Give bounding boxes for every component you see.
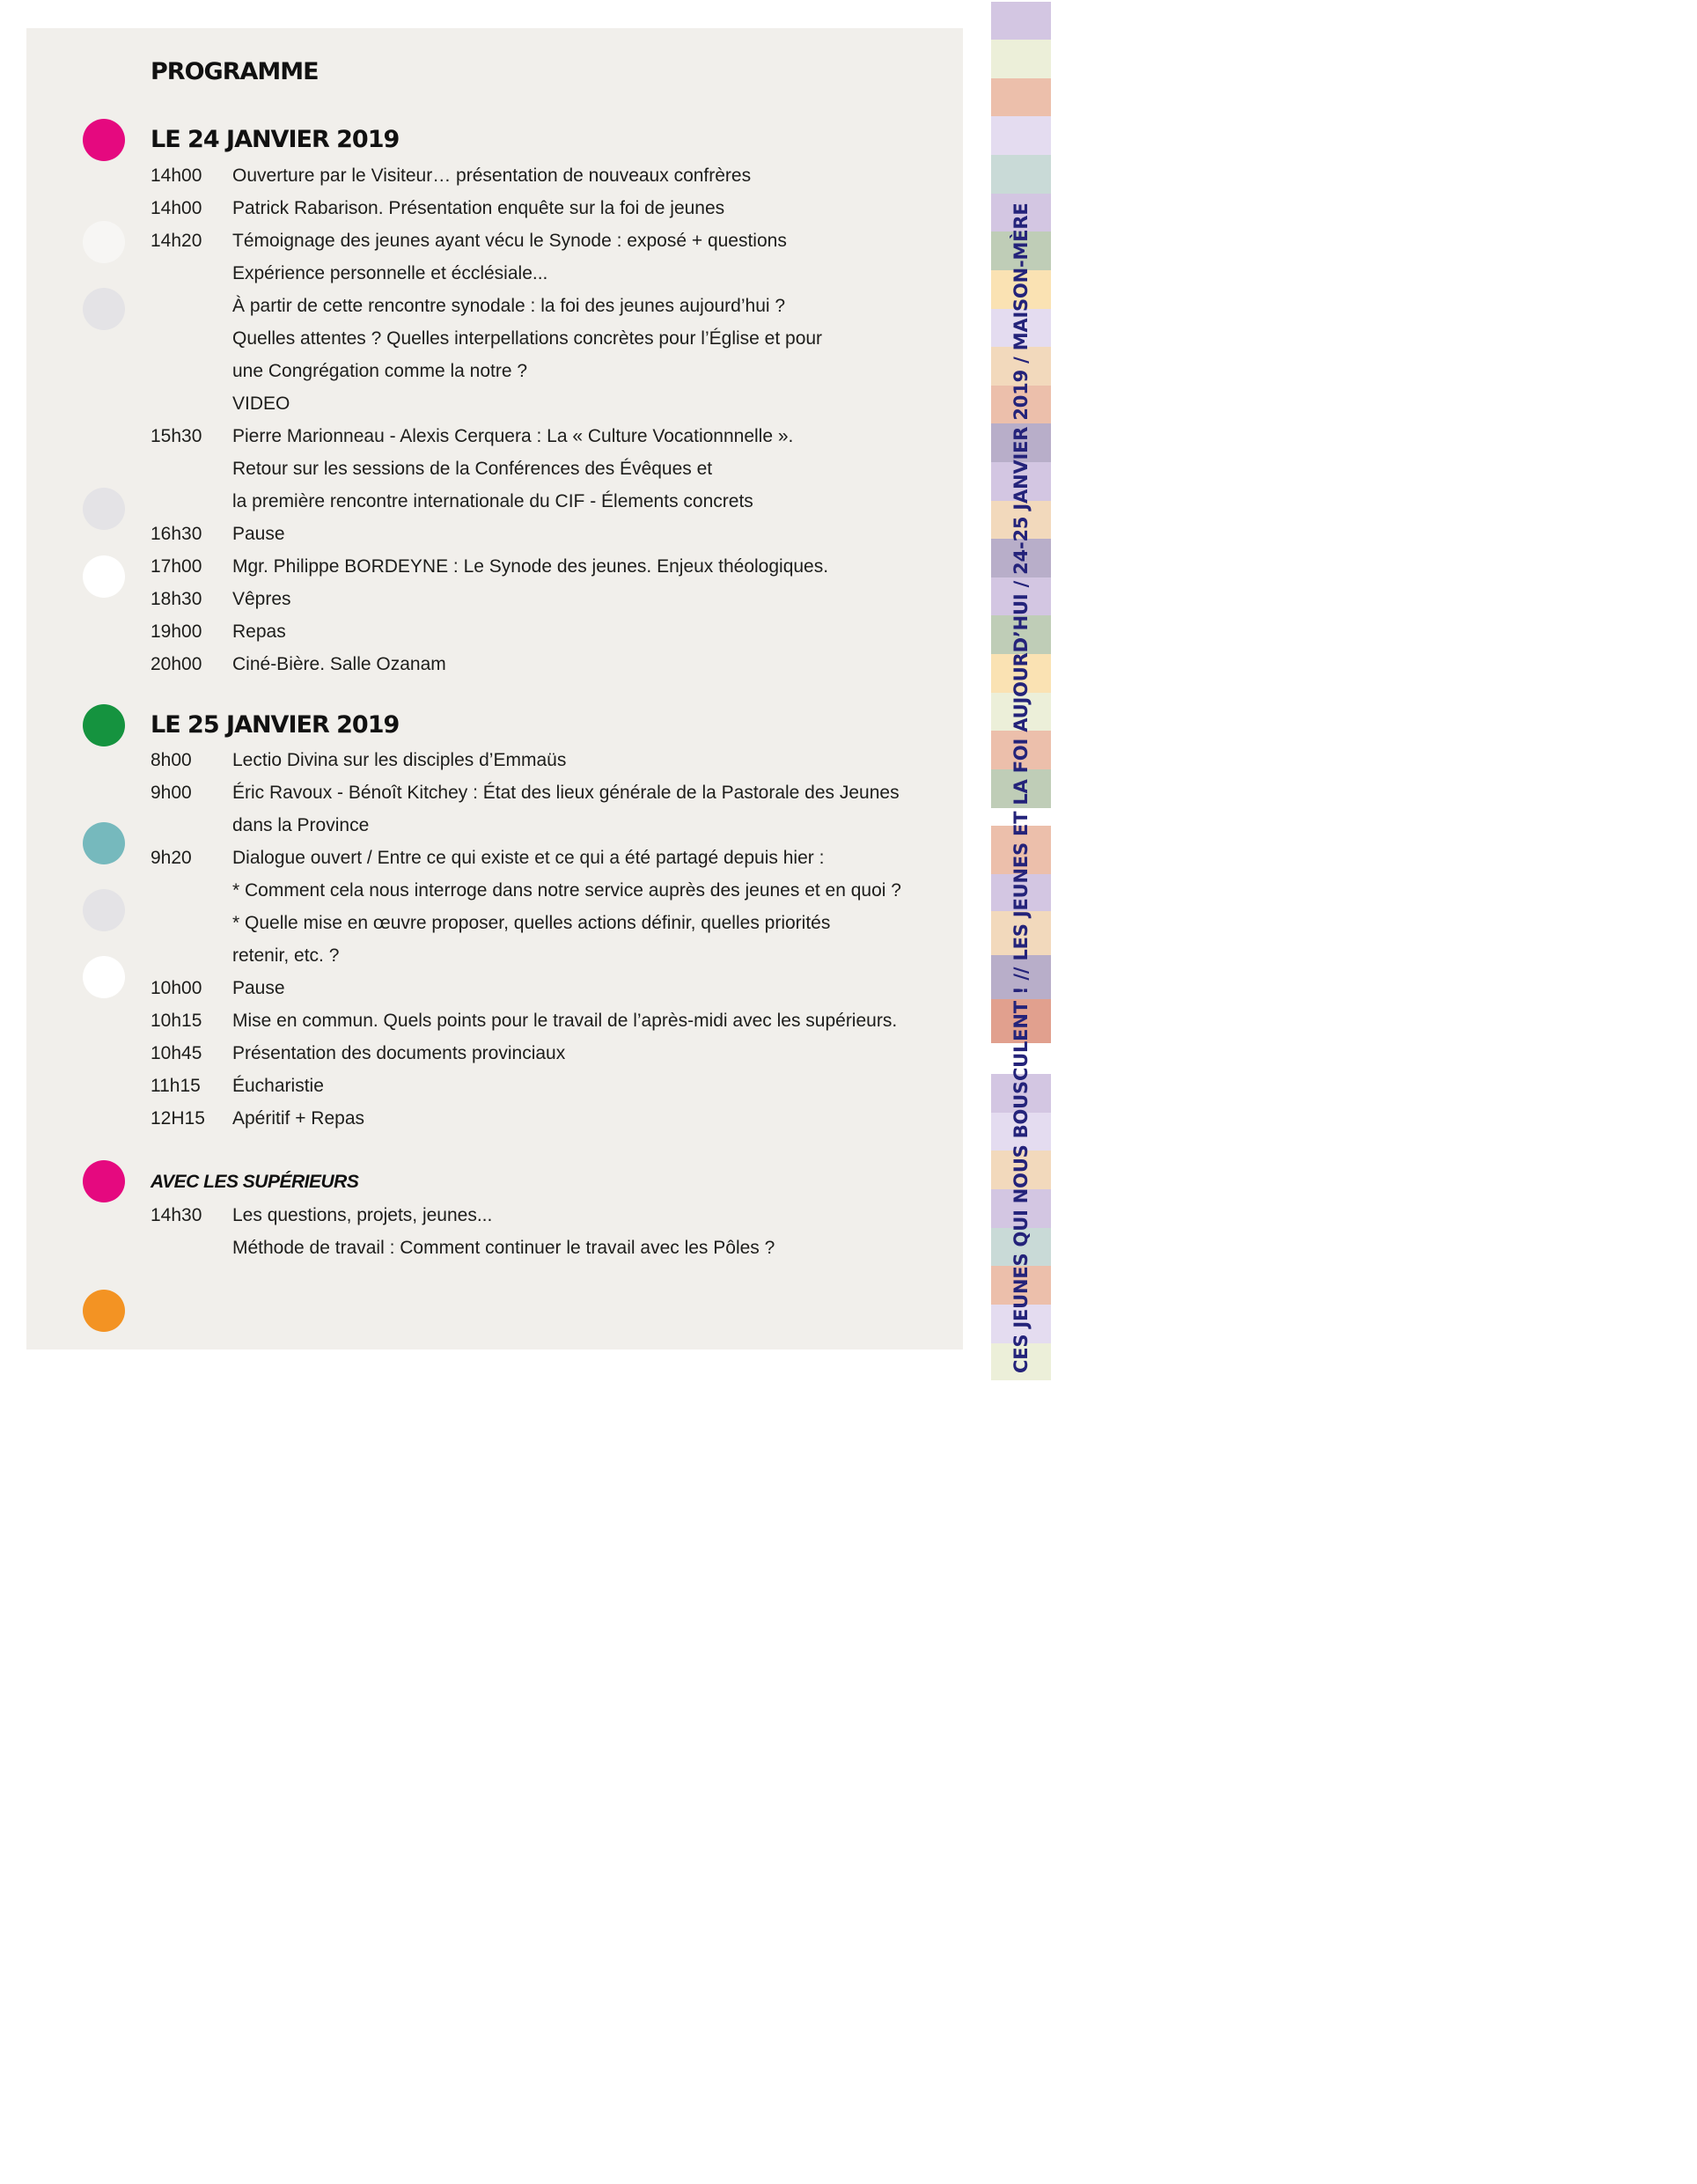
schedule-text: Éric Ravoux - Bénoît Kitchey : État des lieux générale de la Pastorale des Jeunes	[232, 782, 900, 803]
schedule-row	[151, 355, 943, 387]
schedule-time: 14h20	[151, 230, 202, 251]
schedule-row	[151, 809, 943, 842]
schedule-text: dans la Province	[232, 814, 370, 835]
schedule-row	[151, 874, 943, 907]
schedule-time: 10h00	[151, 977, 202, 998]
schedule-time: 8h00	[151, 749, 192, 770]
schedule-time: 14h30	[151, 1204, 202, 1225]
schedule-text: Pause	[232, 977, 285, 998]
day1-schedule	[151, 159, 943, 680]
schedule-row	[151, 1037, 943, 1070]
schedule-time: 16h30	[151, 523, 202, 544]
schedule-text: Ciné-Bière. Salle Ozanam	[232, 653, 446, 674]
schedule-text: Lectio Divina sur les disciples d’Emmaüs	[232, 749, 567, 770]
schedule-row	[151, 1070, 943, 1102]
schedule-time: 14h00	[151, 197, 202, 218]
schedule-time: 10h15	[151, 1010, 202, 1031]
dot-magenta-2	[83, 1160, 125, 1202]
schedule-row	[151, 192, 943, 224]
schedule-row	[151, 1102, 943, 1135]
dot-green	[83, 704, 125, 746]
schedule-text: Ouverture par le Visiteur… présentation de nouveaux confrères	[232, 165, 752, 186]
schedule-row	[151, 485, 943, 518]
schedule-row	[151, 518, 943, 550]
schedule-time: 18h30	[151, 588, 202, 609]
schedule-text: Pause	[232, 523, 285, 544]
schedule-time: 19h00	[151, 621, 202, 642]
schedule-row	[151, 452, 943, 485]
stripe	[991, 155, 1051, 194]
schedule-row	[151, 907, 943, 939]
schedule-time: 10h45	[151, 1042, 202, 1063]
schedule-text: Dialogue ouvert / Entre ce qui existe et ce qui a été partagé depuis hier :	[232, 847, 825, 868]
dot-white-1	[83, 555, 125, 598]
schedule-text: Retour sur les sessions de la Conférences des Évêques et	[232, 458, 713, 479]
side-banner-text: CES JEUNES QUI NOUS BOUSCULENT ! // LES JEUNES ET LA FOI AUJOURD’HUI / 24-25 JANVIER 2019 / MAISON-MÈRE	[1010, 202, 1032, 1373]
schedule-time: 14h00	[151, 165, 202, 186]
schedule-text: Repas	[232, 621, 286, 642]
schedule-time: 20h00	[151, 653, 202, 674]
schedule-text: Pierre Marionneau - Alexis Cerquera : La « Culture Vocationnnelle ».	[232, 425, 794, 446]
schedule-row	[151, 615, 943, 648]
schedule-text: Mgr. Philippe BORDEYNE : Le Synode des jeunes. Enjeux théologiques.	[232, 555, 829, 577]
schedule-row	[151, 257, 943, 290]
schedule-text: Les questions, projets, jeunes...	[232, 1204, 493, 1225]
schedule-time: 11h15	[151, 1075, 201, 1096]
programme-title: PROGRAMME	[151, 58, 319, 85]
schedule-row	[151, 648, 943, 680]
schedule-time: 12H15	[151, 1107, 205, 1129]
schedule-text: retenir, etc. ?	[232, 945, 340, 966]
schedule-time: 9h20	[151, 847, 192, 868]
schedule-row	[151, 420, 943, 452]
schedule-text: * Quelle mise en œuvre proposer, quelles actions définir, quelles priorités	[232, 912, 831, 933]
day2-schedule	[151, 744, 943, 1135]
schedule-time: 15h30	[151, 425, 202, 446]
day2-title: LE 25 JANVIER 2019	[151, 711, 400, 739]
stripe	[991, 40, 1051, 78]
superiors-title: AVEC LES SUPÉRIEURS	[151, 1172, 359, 1192]
schedule-row	[151, 1199, 943, 1232]
schedule-text: la première rencontre internationale du CIF - Élements concrets	[232, 490, 753, 511]
schedule-text: Éucharistie	[232, 1075, 324, 1096]
schedule-text: Présentation des documents provinciaux	[232, 1042, 566, 1063]
dot-offwhite-1	[83, 221, 125, 263]
schedule-row	[151, 1004, 943, 1037]
schedule-row	[151, 322, 943, 355]
schedule-row	[151, 842, 943, 874]
schedule-text: Patrick Rabarison. Présentation enquête sur la foi de jeunes	[232, 197, 725, 218]
schedule-row	[151, 744, 943, 776]
dot-teal	[83, 822, 125, 864]
dot-white-2	[83, 956, 125, 998]
superiors-schedule	[151, 1199, 943, 1264]
schedule-text: Mise en commun. Quels points pour le travail de l’après-midi avec les supérieurs.	[232, 1010, 898, 1031]
dot-orange	[83, 1290, 125, 1332]
dot-magenta-1	[83, 119, 125, 161]
stripe	[991, 116, 1051, 155]
schedule-text: À partir de cette rencontre synodale : la foi des jeunes aujourd’hui ?	[232, 295, 786, 316]
schedule-text: une Congrégation comme la notre ?	[232, 360, 528, 381]
schedule-text: Méthode de travail : Comment continuer le travail avec les Pôles ?	[232, 1237, 775, 1258]
schedule-row	[151, 939, 943, 972]
schedule-row	[151, 159, 943, 192]
stripe	[991, 78, 1051, 116]
schedule-text: Expérience personnelle et écclésiale...	[232, 262, 548, 283]
schedule-text: * Comment cela nous interroge dans notre service auprès des jeunes et en quoi ?	[232, 879, 901, 901]
dot-grey-3	[83, 889, 125, 931]
schedule-text: VIDEO	[232, 393, 290, 414]
schedule-text: Témoignage des jeunes ayant vécu le Synode : exposé + questions	[232, 230, 787, 251]
schedule-time: 17h00	[151, 555, 202, 577]
stripe	[991, 2, 1051, 40]
schedule-text: Vêpres	[232, 588, 291, 609]
schedule-row	[151, 972, 943, 1004]
schedule-row	[151, 550, 943, 583]
schedule-row	[151, 776, 943, 809]
schedule-text: Quelles attentes ? Quelles interpellations concrètes pour l’Église et pour	[232, 327, 823, 349]
schedule-row	[151, 290, 943, 322]
dot-grey-1	[83, 288, 125, 330]
schedule-row	[151, 224, 943, 257]
schedule-text: Apéritif + Repas	[232, 1107, 364, 1129]
schedule-time: 9h00	[151, 782, 192, 803]
schedule-row	[151, 387, 943, 420]
dot-grey-2	[83, 488, 125, 530]
schedule-row	[151, 583, 943, 615]
schedule-row	[151, 1232, 943, 1264]
day1-title: LE 24 JANVIER 2019	[151, 126, 400, 153]
